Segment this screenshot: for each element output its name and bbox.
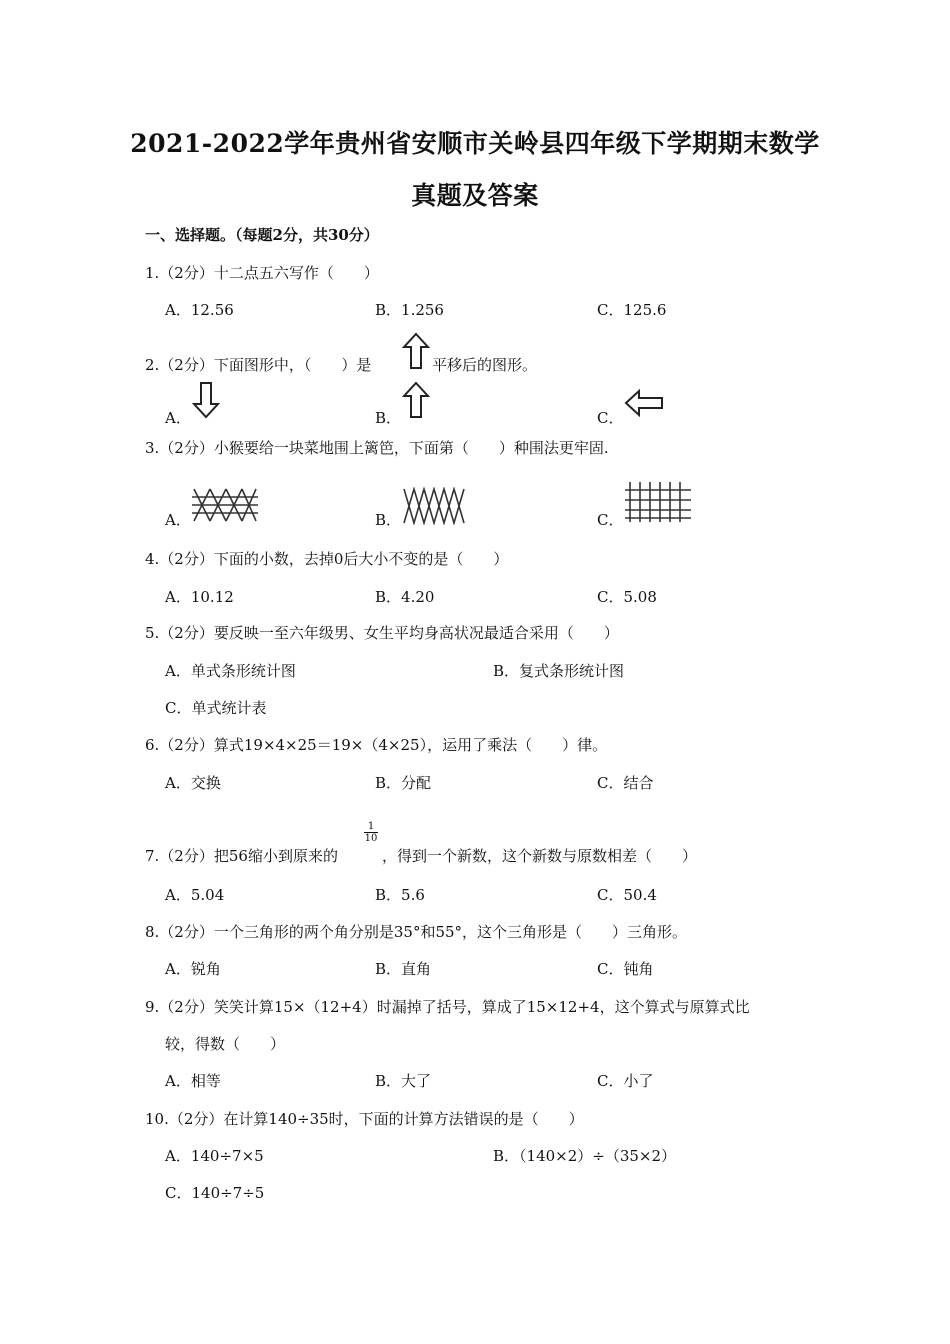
q7-option-b: B．5.6 (375, 886, 425, 904)
q10-option-a: A．140÷7×5 (165, 1147, 264, 1165)
page-title-line1: 2021-2022学年贵州省安顺市关岭县四年级下学期期末数学 (130, 129, 820, 158)
fence-zigzag-icon (400, 487, 470, 525)
question-10: 10.（2分）在计算140÷35时，下面的计算方法错误的是（ ） (145, 1110, 584, 1128)
arrow-down-icon (192, 381, 220, 419)
q2-option-c: C． (597, 409, 624, 427)
question-7-part2: ，得到一个新数，这个新数与原数相差（ ） (382, 847, 698, 865)
question-3: 3.（2分）小猴要给一块菜地围上篱笆，下面第（ ）种围法更牢固. (145, 439, 609, 457)
question-8: 8.（2分）一个三角形的两个角分别是35°和55°，这个三角形是（ ）三角形。 (145, 923, 688, 941)
arrow-up-icon (402, 381, 430, 419)
q1-option-b: B．1.256 (375, 301, 444, 319)
q3-option-c: C． (597, 511, 624, 529)
q6-option-c: C．结合 (597, 774, 654, 792)
q7-option-c: C．50.4 (597, 886, 657, 904)
q7-option-a: A．5.04 (165, 886, 225, 904)
fraction-denominator: 10 (364, 833, 378, 844)
q3-option-a: A． (165, 511, 191, 529)
q9-option-c: C．小了 (597, 1072, 654, 1090)
question-5: 5.（2分）要反映一至六年级男、女生平均身高状况最适合采用（ ） (145, 624, 619, 642)
q1-option-c: C．125.6 (597, 301, 667, 319)
arrow-up-icon (402, 332, 430, 370)
q4-option-b: B．4.20 (375, 588, 435, 606)
arrow-left-icon (624, 388, 664, 418)
question-1: 1.（2分）十二点五六写作（ ） (145, 264, 379, 282)
question-2-part2: 平移后的图形。 (432, 356, 538, 374)
q2-option-b: B． (375, 409, 402, 427)
q5-option-c: C．单式统计表 (165, 699, 267, 717)
q6-option-b: B．分配 (375, 774, 432, 792)
q4-option-c: C．5.08 (597, 588, 657, 606)
page-title-line2: 真题及答案 (411, 181, 539, 210)
q8-option-a: A．锐角 (165, 960, 221, 978)
question-9-line1: 9.（2分）笑笑计算15×（12+4）时漏掉了括号，算成了15×12+4，这个算式与原算式比 (145, 998, 750, 1016)
fraction-numerator: 1 (367, 821, 375, 832)
q4-option-a: A．10.12 (165, 588, 234, 606)
q2-option-a: A． (165, 409, 191, 427)
q6-option-a: A．交换 (165, 774, 221, 792)
q9-option-a: A．相等 (165, 1072, 221, 1090)
fence-crossed-icon (190, 487, 260, 523)
section-heading: 一、选择题。（每题2分，共30分） (145, 226, 379, 244)
question-7-part1: 7.（2分）把56缩小到原来的 (145, 847, 338, 865)
question-6: 6.（2分）算式19×4×25＝19×（4×25），运用了乘法（ ）律。 (145, 736, 608, 754)
q8-option-b: B．直角 (375, 960, 432, 978)
q10-option-b: B．（140×2）÷（35×2） (493, 1147, 677, 1165)
q10-option-c: C．140÷7÷5 (165, 1184, 265, 1202)
fence-grid-icon (624, 480, 694, 524)
q3-option-b: B． (375, 511, 402, 529)
fraction-one-tenth (364, 821, 378, 844)
q5-option-a: A．单式条形统计图 (165, 662, 296, 680)
question-4: 4.（2分）下面的小数，去掉0后大小不变的是（ ） (145, 550, 509, 568)
q8-option-c: C．钝角 (597, 960, 654, 978)
q9-option-b: B．大了 (375, 1072, 432, 1090)
question-9-line2: 较，得数（ ） (165, 1035, 286, 1053)
q5-option-b: B．复式条形统计图 (493, 662, 625, 680)
question-2-part1: 2.（2分）下面图形中，（ ）是 (145, 356, 372, 374)
q1-option-a: A．12.56 (165, 301, 234, 319)
